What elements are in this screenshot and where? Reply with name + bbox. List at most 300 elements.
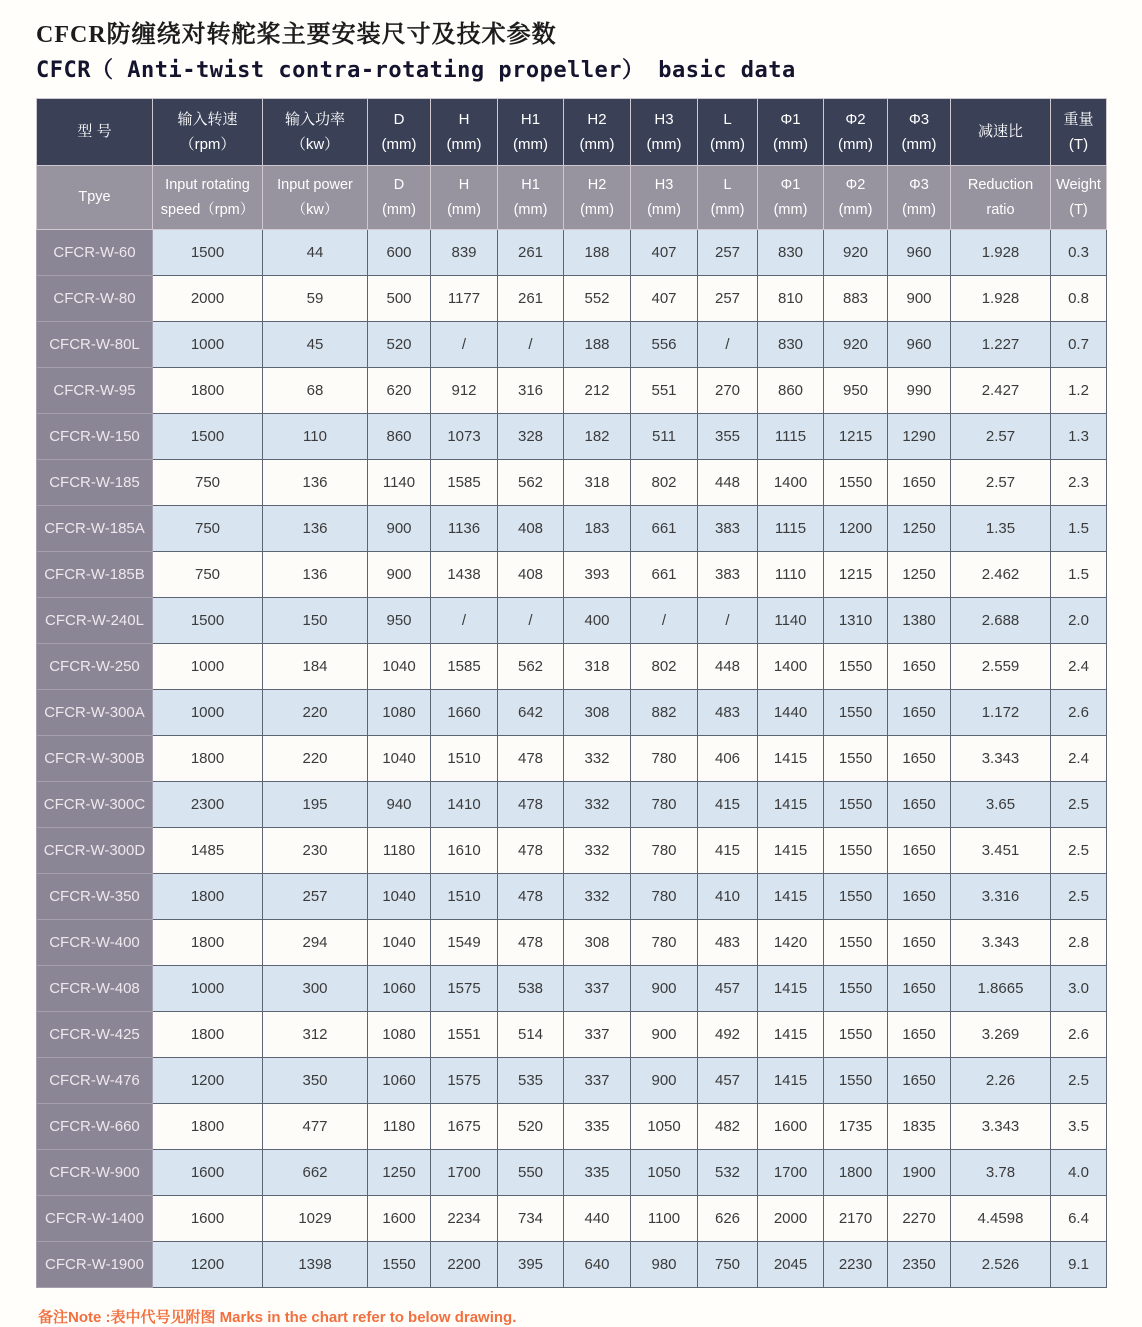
value-cell: 408 — [498, 552, 564, 598]
column-header: 型 号 — [37, 99, 153, 166]
value-cell: 802 — [631, 460, 698, 506]
value-cell: 1550 — [824, 966, 888, 1012]
value-cell: 1250 — [888, 506, 951, 552]
model-cell: CFCR-W-400 — [37, 920, 153, 966]
value-cell: 900 — [631, 1058, 698, 1104]
value-cell: 511 — [631, 414, 698, 460]
value-cell: 2230 — [824, 1242, 888, 1288]
value-cell: 980 — [631, 1242, 698, 1288]
value-cell: 478 — [498, 874, 564, 920]
value-cell: 448 — [698, 644, 758, 690]
value-cell: 0.8 — [1051, 276, 1107, 322]
value-cell: 1600 — [153, 1150, 263, 1196]
value-cell: 1.928 — [951, 276, 1051, 322]
value-cell: 538 — [498, 966, 564, 1012]
value-cell: 1650 — [888, 874, 951, 920]
value-cell: 750 — [153, 506, 263, 552]
value-cell: 1585 — [431, 644, 498, 690]
value-cell: 415 — [698, 828, 758, 874]
value-cell: 1800 — [824, 1150, 888, 1196]
value-cell: 2.0 — [1051, 598, 1107, 644]
value-cell: 1250 — [888, 552, 951, 598]
model-cell: CFCR-W-250 — [37, 644, 153, 690]
value-cell: 830 — [758, 230, 824, 276]
value-cell: 535 — [498, 1058, 564, 1104]
value-cell: 483 — [698, 920, 758, 966]
value-cell: 312 — [263, 1012, 368, 1058]
value-cell: 532 — [698, 1150, 758, 1196]
value-cell: 1.3 — [1051, 414, 1107, 460]
table-row — [37, 368, 1107, 414]
column-header: Reduction ratio — [951, 166, 1051, 230]
column-header: Input power （kw） — [263, 166, 368, 230]
value-cell: 920 — [824, 230, 888, 276]
value-cell: 1550 — [824, 1058, 888, 1104]
value-cell: 562 — [498, 460, 564, 506]
value-cell: 1550 — [824, 920, 888, 966]
value-cell: 780 — [631, 736, 698, 782]
value-cell: 410 — [698, 874, 758, 920]
model-cell: CFCR-W-900 — [37, 1150, 153, 1196]
value-cell: 300 — [263, 966, 368, 1012]
value-cell: 2.57 — [951, 460, 1051, 506]
value-cell: 1415 — [758, 1012, 824, 1058]
column-header: Φ2 (mm) — [824, 99, 888, 166]
value-cell: 1060 — [368, 1058, 431, 1104]
value-cell: / — [431, 322, 498, 368]
value-cell: 900 — [368, 506, 431, 552]
value-cell: 1100 — [631, 1196, 698, 1242]
value-cell: 2.4 — [1051, 736, 1107, 782]
value-cell: 220 — [263, 690, 368, 736]
value-cell: 408 — [498, 506, 564, 552]
value-cell: 1500 — [153, 230, 263, 276]
value-cell: 640 — [564, 1242, 631, 1288]
value-cell: 920 — [824, 322, 888, 368]
column-header: Φ1 (mm) — [758, 166, 824, 230]
model-cell: CFCR-W-425 — [37, 1012, 153, 1058]
value-cell: 2.5 — [1051, 1058, 1107, 1104]
value-cell: 220 — [263, 736, 368, 782]
table-row — [37, 460, 1107, 506]
value-cell: 1650 — [888, 460, 951, 506]
value-cell: 1410 — [431, 782, 498, 828]
value-cell: 0.3 — [1051, 230, 1107, 276]
value-cell: 780 — [631, 920, 698, 966]
column-header: H (mm) — [431, 99, 498, 166]
value-cell: 0.7 — [1051, 322, 1107, 368]
value-cell: 183 — [564, 506, 631, 552]
table-row — [37, 276, 1107, 322]
value-cell: 1110 — [758, 552, 824, 598]
value-cell: 1510 — [431, 874, 498, 920]
column-header: H2 (mm) — [564, 99, 631, 166]
value-cell: 1080 — [368, 1012, 431, 1058]
value-cell: 2.427 — [951, 368, 1051, 414]
value-cell: 1290 — [888, 414, 951, 460]
value-cell: 1650 — [888, 1012, 951, 1058]
table-row — [37, 920, 1107, 966]
value-cell: 661 — [631, 552, 698, 598]
column-header: Φ3 (mm) — [888, 166, 951, 230]
value-cell: 1.227 — [951, 322, 1051, 368]
value-cell: 1800 — [153, 874, 263, 920]
value-cell: 2000 — [758, 1196, 824, 1242]
value-cell: 406 — [698, 736, 758, 782]
value-cell: 188 — [564, 230, 631, 276]
value-cell: 332 — [564, 828, 631, 874]
value-cell: 1050 — [631, 1150, 698, 1196]
value-cell: 2.688 — [951, 598, 1051, 644]
value-cell: 2350 — [888, 1242, 951, 1288]
value-cell: 1485 — [153, 828, 263, 874]
value-cell: 482 — [698, 1104, 758, 1150]
value-cell: 4.0 — [1051, 1150, 1107, 1196]
value-cell: 483 — [698, 690, 758, 736]
value-cell: 1177 — [431, 276, 498, 322]
value-cell: 350 — [263, 1058, 368, 1104]
model-cell: CFCR-W-185B — [37, 552, 153, 598]
value-cell: 750 — [153, 460, 263, 506]
value-cell: 1000 — [153, 690, 263, 736]
value-cell: 308 — [564, 920, 631, 966]
value-cell: 400 — [564, 598, 631, 644]
value-cell: 136 — [263, 460, 368, 506]
value-cell: 780 — [631, 874, 698, 920]
value-cell: 1550 — [824, 736, 888, 782]
value-cell: 2.5 — [1051, 874, 1107, 920]
value-cell: 1.928 — [951, 230, 1051, 276]
table-row — [37, 644, 1107, 690]
value-cell: 150 — [263, 598, 368, 644]
table-row — [37, 736, 1107, 782]
value-cell: 1215 — [824, 552, 888, 598]
value-cell: 2.26 — [951, 1058, 1051, 1104]
value-cell: 395 — [498, 1242, 564, 1288]
value-cell: 2300 — [153, 782, 263, 828]
value-cell: 1180 — [368, 1104, 431, 1150]
value-cell: 950 — [824, 368, 888, 414]
value-cell: 2000 — [153, 276, 263, 322]
table-row — [37, 414, 1107, 460]
value-cell: 45 — [263, 322, 368, 368]
value-cell: 2.4 — [1051, 644, 1107, 690]
footnote: 备注Note :表中代号见附图 Marks in the chart refer to below drawing. — [38, 1309, 517, 1326]
value-cell: / — [631, 598, 698, 644]
page-title-en: CFCR（ Anti-twist contra-rotating propeller） basic data — [36, 58, 796, 83]
value-cell: 136 — [263, 506, 368, 552]
value-cell: 900 — [631, 966, 698, 1012]
value-cell: 620 — [368, 368, 431, 414]
value-cell: 1115 — [758, 414, 824, 460]
value-cell: 1610 — [431, 828, 498, 874]
value-cell: 337 — [564, 1058, 631, 1104]
value-cell: 1073 — [431, 414, 498, 460]
value-cell: 261 — [498, 230, 564, 276]
table-row — [37, 782, 1107, 828]
value-cell: 1900 — [888, 1150, 951, 1196]
value-cell: 1.2 — [1051, 368, 1107, 414]
table-row — [37, 1012, 1107, 1058]
model-cell: CFCR-W-300C — [37, 782, 153, 828]
value-cell: 2170 — [824, 1196, 888, 1242]
value-cell: 990 — [888, 368, 951, 414]
value-cell: 514 — [498, 1012, 564, 1058]
value-cell: 212 — [564, 368, 631, 414]
table-row — [37, 874, 1107, 920]
value-cell: 448 — [698, 460, 758, 506]
value-cell: 960 — [888, 322, 951, 368]
value-cell: 1040 — [368, 736, 431, 782]
column-header: 减速比 — [951, 99, 1051, 166]
value-cell: 1550 — [368, 1242, 431, 1288]
model-cell: CFCR-W-300A — [37, 690, 153, 736]
value-cell: 1200 — [153, 1058, 263, 1104]
value-cell: 68 — [263, 368, 368, 414]
value-cell: 318 — [564, 644, 631, 690]
value-cell: 2.6 — [1051, 690, 1107, 736]
value-cell: 780 — [631, 782, 698, 828]
model-cell: CFCR-W-240L — [37, 598, 153, 644]
value-cell: 1415 — [758, 828, 824, 874]
value-cell: 184 — [263, 644, 368, 690]
model-cell: CFCR-W-60 — [37, 230, 153, 276]
value-cell: 1550 — [824, 644, 888, 690]
value-cell: 1550 — [824, 828, 888, 874]
value-cell: 355 — [698, 414, 758, 460]
value-cell: 1550 — [824, 782, 888, 828]
value-cell: 860 — [758, 368, 824, 414]
value-cell: 2270 — [888, 1196, 951, 1242]
column-header: 输入转速 （rpm） — [153, 99, 263, 166]
value-cell: 2.559 — [951, 644, 1051, 690]
table-row — [37, 1196, 1107, 1242]
value-cell: 750 — [153, 552, 263, 598]
value-cell: 662 — [263, 1150, 368, 1196]
value-cell: 552 — [564, 276, 631, 322]
value-cell: 520 — [368, 322, 431, 368]
value-cell: 1650 — [888, 782, 951, 828]
value-cell: 1040 — [368, 874, 431, 920]
value-cell: 3.269 — [951, 1012, 1051, 1058]
value-cell: 9.1 — [1051, 1242, 1107, 1288]
value-cell: 1180 — [368, 828, 431, 874]
value-cell: 308 — [564, 690, 631, 736]
value-cell: 3.451 — [951, 828, 1051, 874]
value-cell: 257 — [698, 276, 758, 322]
value-cell: 1040 — [368, 920, 431, 966]
value-cell: / — [498, 322, 564, 368]
value-cell: 900 — [368, 552, 431, 598]
table-row — [37, 1150, 1107, 1196]
value-cell: 882 — [631, 690, 698, 736]
value-cell: 1440 — [758, 690, 824, 736]
value-cell: 900 — [888, 276, 951, 322]
value-cell: 1415 — [758, 736, 824, 782]
value-cell: 2.6 — [1051, 1012, 1107, 1058]
table-header — [37, 99, 1107, 230]
value-cell: 3.343 — [951, 1104, 1051, 1150]
table-row — [37, 1058, 1107, 1104]
value-cell: 1650 — [888, 644, 951, 690]
model-cell: CFCR-W-476 — [37, 1058, 153, 1104]
column-header: D (mm) — [368, 99, 431, 166]
value-cell: 1415 — [758, 782, 824, 828]
value-cell: 1550 — [824, 1012, 888, 1058]
column-header: Φ1 (mm) — [758, 99, 824, 166]
value-cell: 1040 — [368, 644, 431, 690]
value-cell: 1200 — [824, 506, 888, 552]
value-cell: 1215 — [824, 414, 888, 460]
value-cell: 1675 — [431, 1104, 498, 1150]
value-cell: 2.57 — [951, 414, 1051, 460]
value-cell: 830 — [758, 322, 824, 368]
value-cell: 3.316 — [951, 874, 1051, 920]
value-cell: 1800 — [153, 368, 263, 414]
value-cell: 1400 — [758, 460, 824, 506]
value-cell: 883 — [824, 276, 888, 322]
value-cell: 1000 — [153, 322, 263, 368]
model-cell: CFCR-W-80 — [37, 276, 153, 322]
value-cell: 1.5 — [1051, 506, 1107, 552]
value-cell: 550 — [498, 1150, 564, 1196]
value-cell: / — [498, 598, 564, 644]
value-cell: 960 — [888, 230, 951, 276]
value-cell: 2.3 — [1051, 460, 1107, 506]
column-header: 输入功率 （kw） — [263, 99, 368, 166]
value-cell: 2.526 — [951, 1242, 1051, 1288]
value-cell: 257 — [263, 874, 368, 920]
value-cell: 520 — [498, 1104, 564, 1150]
value-cell: 335 — [564, 1150, 631, 1196]
column-header: H2 (mm) — [564, 166, 631, 230]
column-header: L (mm) — [698, 99, 758, 166]
value-cell: 2200 — [431, 1242, 498, 1288]
value-cell: 1000 — [153, 644, 263, 690]
value-cell: 1050 — [631, 1104, 698, 1150]
table-row — [37, 506, 1107, 552]
value-cell: 1575 — [431, 966, 498, 1012]
value-cell: 3.343 — [951, 920, 1051, 966]
value-cell: 500 — [368, 276, 431, 322]
model-cell: CFCR-W-660 — [37, 1104, 153, 1150]
model-cell: CFCR-W-185A — [37, 506, 153, 552]
column-header: Weight (T) — [1051, 166, 1107, 230]
value-cell: 337 — [564, 1012, 631, 1058]
value-cell: 1000 — [153, 966, 263, 1012]
value-cell: 332 — [564, 782, 631, 828]
model-cell: CFCR-W-95 — [37, 368, 153, 414]
value-cell: 1438 — [431, 552, 498, 598]
value-cell: 2.5 — [1051, 782, 1107, 828]
value-cell: 1415 — [758, 966, 824, 1012]
value-cell: 1415 — [758, 1058, 824, 1104]
value-cell: 1600 — [368, 1196, 431, 1242]
model-cell: CFCR-W-300D — [37, 828, 153, 874]
value-cell: 335 — [564, 1104, 631, 1150]
value-cell: 328 — [498, 414, 564, 460]
header-row-chinese — [37, 99, 1107, 166]
table-row — [37, 230, 1107, 276]
column-header: H3 (mm) — [631, 99, 698, 166]
table-row — [37, 828, 1107, 874]
value-cell: 1550 — [824, 874, 888, 920]
value-cell: 136 — [263, 552, 368, 598]
value-cell: 1650 — [888, 966, 951, 1012]
value-cell: 950 — [368, 598, 431, 644]
value-cell: 3.0 — [1051, 966, 1107, 1012]
value-cell: 261 — [498, 276, 564, 322]
value-cell: 393 — [564, 552, 631, 598]
value-cell: 556 — [631, 322, 698, 368]
value-cell: 1500 — [153, 598, 263, 644]
value-cell: 182 — [564, 414, 631, 460]
value-cell: 1380 — [888, 598, 951, 644]
column-header: Input rotating speed（rpm） — [153, 166, 263, 230]
value-cell: 1800 — [153, 1104, 263, 1150]
value-cell: 1500 — [153, 414, 263, 460]
value-cell: 195 — [263, 782, 368, 828]
value-cell: 860 — [368, 414, 431, 460]
value-cell: 562 — [498, 644, 564, 690]
value-cell: 1200 — [153, 1242, 263, 1288]
value-cell: 415 — [698, 782, 758, 828]
value-cell: 492 — [698, 1012, 758, 1058]
header-row-english — [37, 166, 1107, 230]
value-cell: 332 — [564, 874, 631, 920]
value-cell: 478 — [498, 782, 564, 828]
value-cell: 1550 — [824, 690, 888, 736]
spec-table — [36, 98, 1107, 1288]
value-cell: 188 — [564, 322, 631, 368]
table-row — [37, 1242, 1107, 1288]
value-cell: 1600 — [153, 1196, 263, 1242]
value-cell: 1650 — [888, 736, 951, 782]
value-cell: 900 — [631, 1012, 698, 1058]
value-cell: 1585 — [431, 460, 498, 506]
value-cell: 1735 — [824, 1104, 888, 1150]
value-cell: 1650 — [888, 828, 951, 874]
value-cell: 478 — [498, 736, 564, 782]
model-cell: CFCR-W-408 — [37, 966, 153, 1012]
value-cell: 1549 — [431, 920, 498, 966]
page-title-zh: CFCR防缠绕对转舵桨主要安装尺寸及技术参数 — [36, 22, 557, 48]
value-cell: 1550 — [824, 460, 888, 506]
value-cell: 2.8 — [1051, 920, 1107, 966]
value-cell: 780 — [631, 828, 698, 874]
value-cell: 110 — [263, 414, 368, 460]
value-cell: 59 — [263, 276, 368, 322]
value-cell: 1.35 — [951, 506, 1051, 552]
value-cell: 44 — [263, 230, 368, 276]
value-cell: 1115 — [758, 506, 824, 552]
model-cell: CFCR-W-80L — [37, 322, 153, 368]
table-row — [37, 1104, 1107, 1150]
value-cell: 3.5 — [1051, 1104, 1107, 1150]
value-cell: 270 — [698, 368, 758, 414]
value-cell: 1420 — [758, 920, 824, 966]
value-cell: 1700 — [758, 1150, 824, 1196]
value-cell: 1600 — [758, 1104, 824, 1150]
value-cell: 1700 — [431, 1150, 498, 1196]
value-cell: 600 — [368, 230, 431, 276]
model-cell: CFCR-W-350 — [37, 874, 153, 920]
value-cell: 810 — [758, 276, 824, 322]
value-cell: 478 — [498, 920, 564, 966]
value-cell: 316 — [498, 368, 564, 414]
value-cell: 1.5 — [1051, 552, 1107, 598]
value-cell: 940 — [368, 782, 431, 828]
